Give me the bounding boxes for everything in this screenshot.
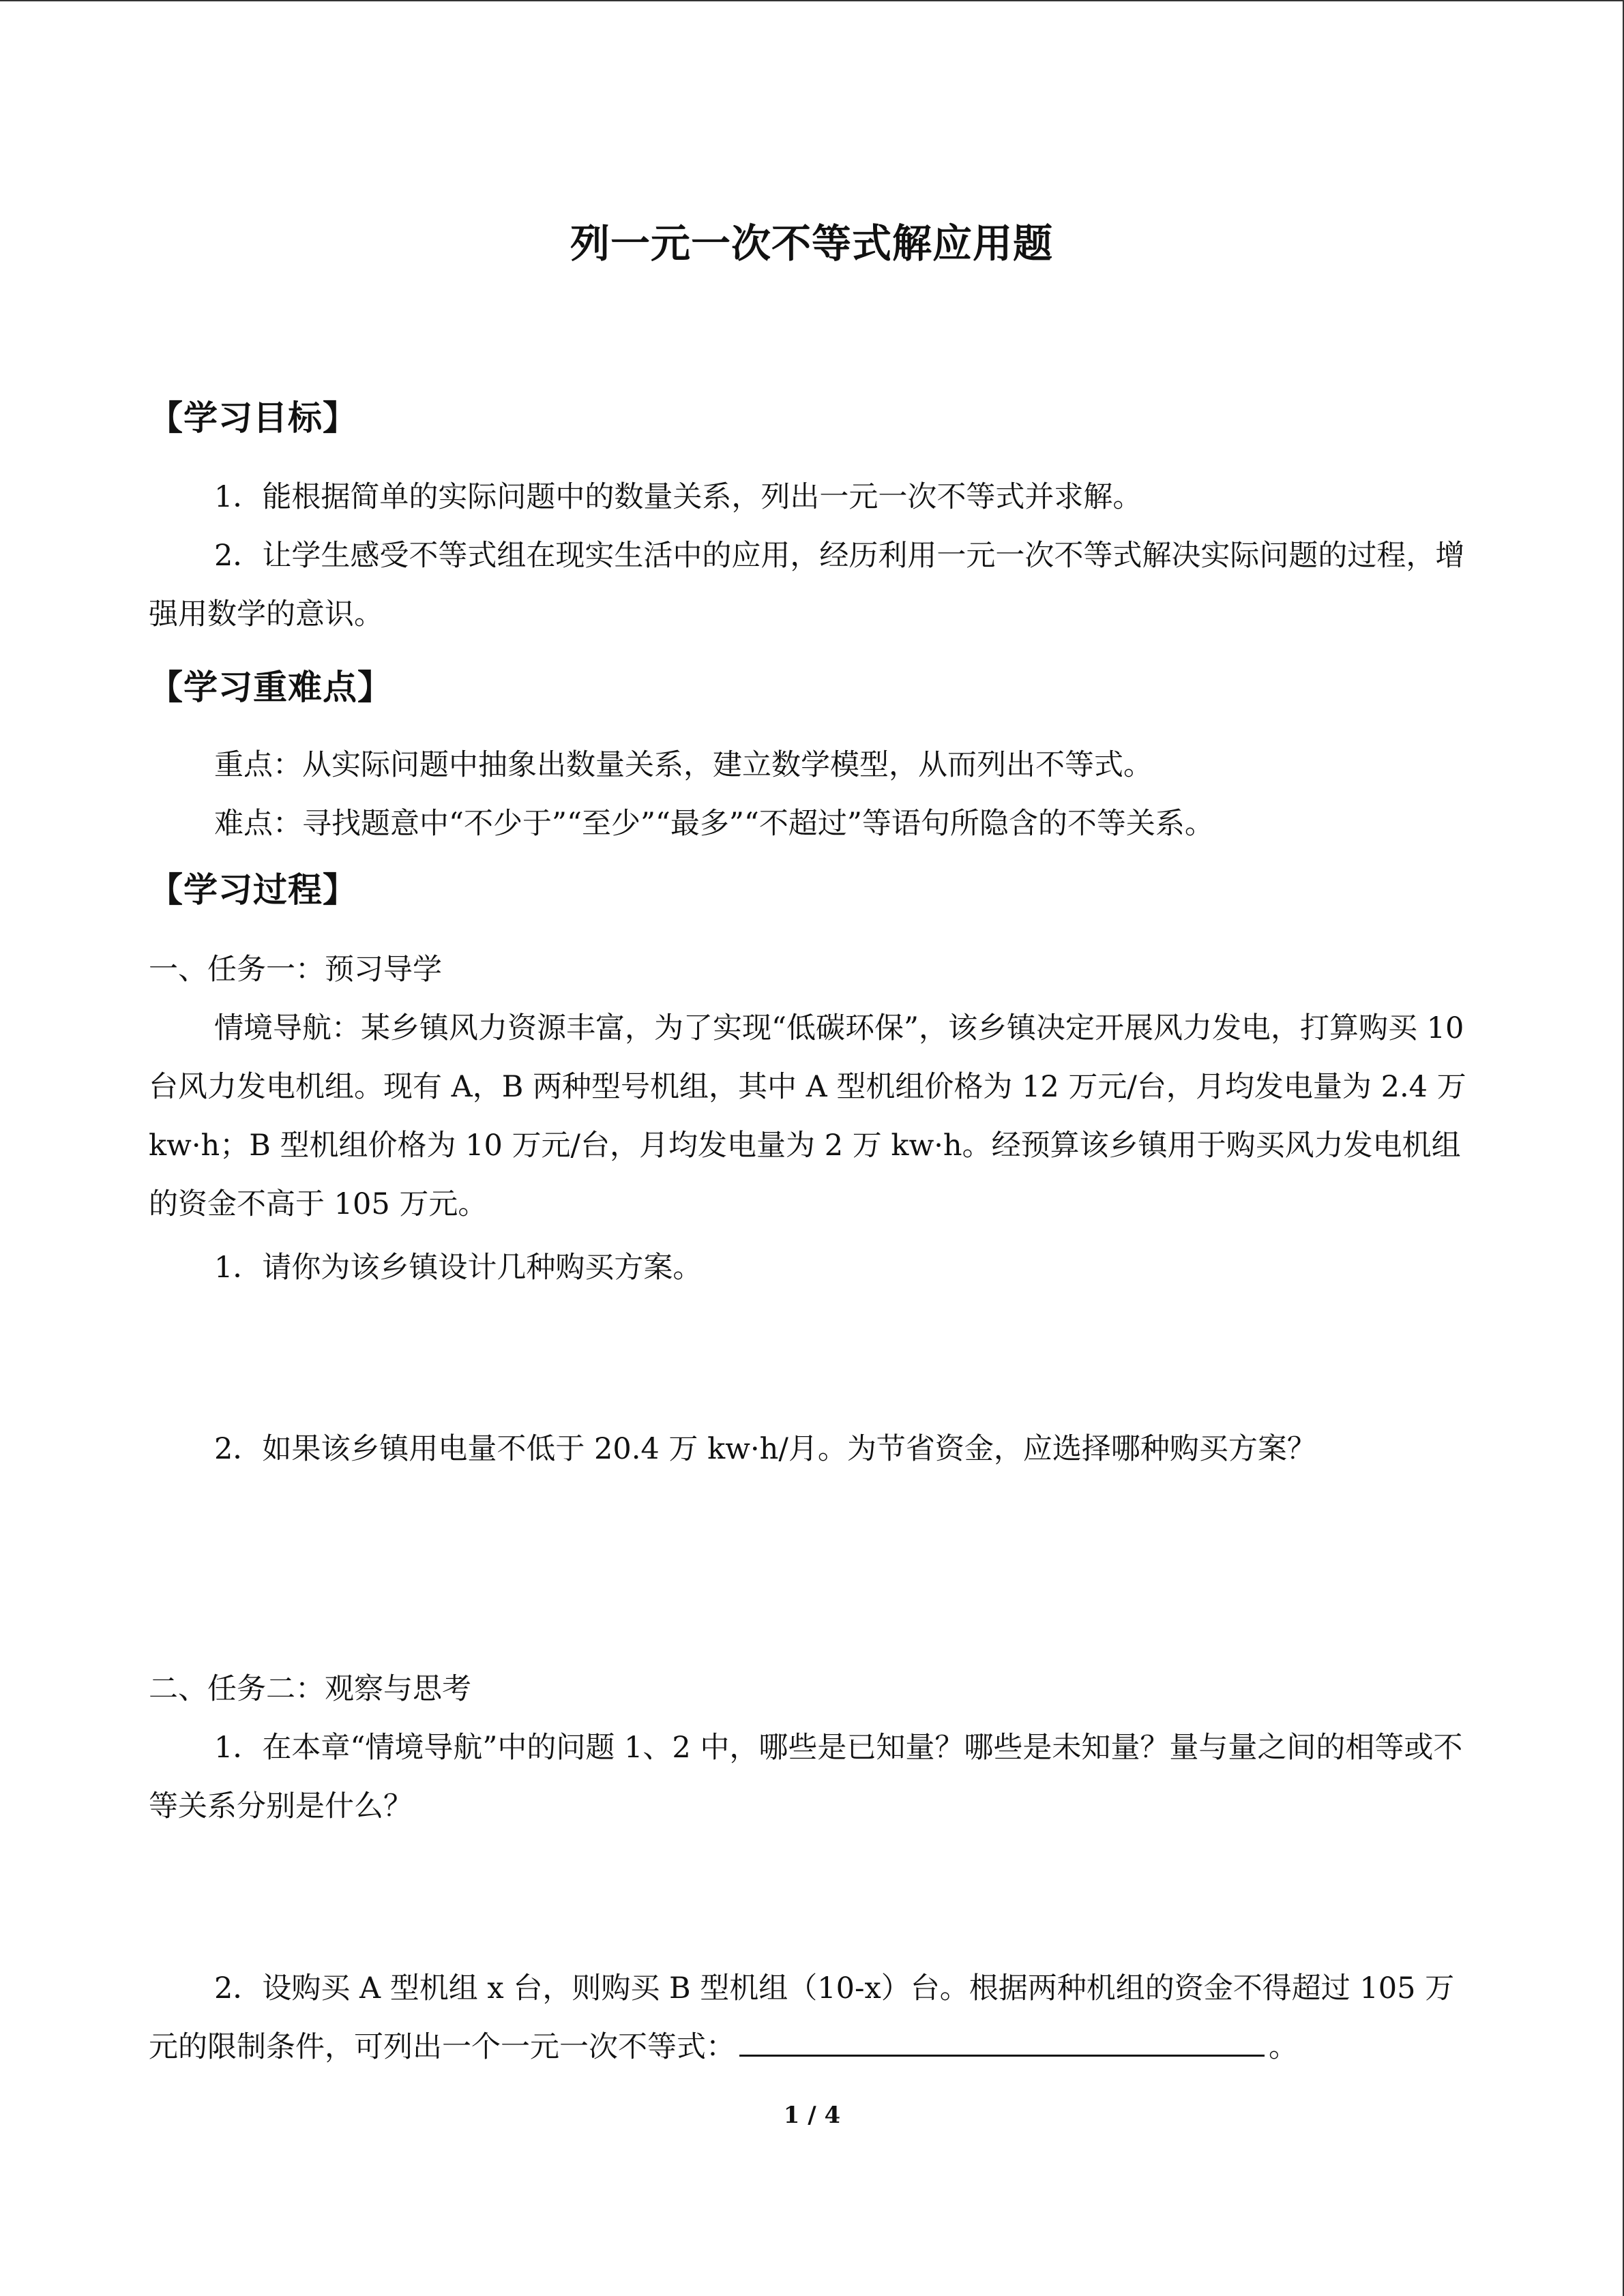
page-number: 1 / 4 bbox=[783, 2102, 841, 2129]
task1-question-1: 1．请你为该乡镇设计几种购买方案。 bbox=[214, 1251, 703, 1285]
key-point-focus: 重点：从实际问题中抽象出数量关系，建立数学模型，从而列出不等式。 bbox=[214, 748, 1153, 782]
section-heading-goals: 【学习目标】 bbox=[149, 398, 357, 438]
goal-item-2: 2．让学生感受不等式组在现实生活中的应用，经历利用一元一次不等式解决实际问题的过程，增强用数学的意识。 bbox=[149, 539, 1465, 631]
task2-question-1: 1．在本章“情境导航”中的问题 1、2 中，哪些是已知量？哪些是未知量？量与量之间的相等或不等关系分别是什么？ bbox=[149, 1731, 1463, 1823]
task1-title: 一、任务一：预习导学 bbox=[149, 953, 442, 987]
key-point-difficulty: 难点：寻找题意中“不少于”“至少”“最多”“不超过”等语句所隐含的不等关系。 bbox=[214, 807, 1214, 841]
task2-question-2-end: 。 bbox=[1269, 2030, 1298, 2064]
task2-question-2 bbox=[149, 1959, 1475, 2076]
goal-item-1: 1．能根据简单的实际问题中的数量关系，列出一元一次不等式并求解。 bbox=[214, 480, 1142, 514]
document-title: 列一元一次不等式解应用题 bbox=[570, 220, 1053, 267]
section-heading-key-points: 【学习重难点】 bbox=[149, 668, 392, 707]
task1-scenario: 情境导航：某乡镇风力资源丰富，为了实现“低碳环保”，该乡镇决定开展风力发电，打算购买 10 台风力发电机组。现有 A，B 两种型号机组，其中 A 型机组价格为 12 万元/台，月均发电量为 2.4 万 kw·h；B 型机组价格为 10 万元/台，月均发电量为 2 万 kw·h。经预算该乡镇用于购买风力发电机组的资金不高于 105 万元。 bbox=[149, 1011, 1466, 1221]
section-heading-process: 【学习过程】 bbox=[149, 870, 357, 910]
task1-question-2: 2．如果该乡镇用电量不低于 20.4 万 kw·h/月。为节省资金，应选择哪种购买方案？ bbox=[214, 1432, 1316, 1466]
answer-blank[interactable] bbox=[739, 2027, 1265, 2057]
task2-question-2-text: 2．设购买 A 型机组 x 台，则购买 B 型机组（10-x）台。根据两种机组的资金不得超过 105 万元的限制条件，可列出一个一元一次不等式： bbox=[149, 1971, 1455, 2064]
task2-title: 二、任务二：观察与思考 bbox=[149, 1672, 471, 1706]
